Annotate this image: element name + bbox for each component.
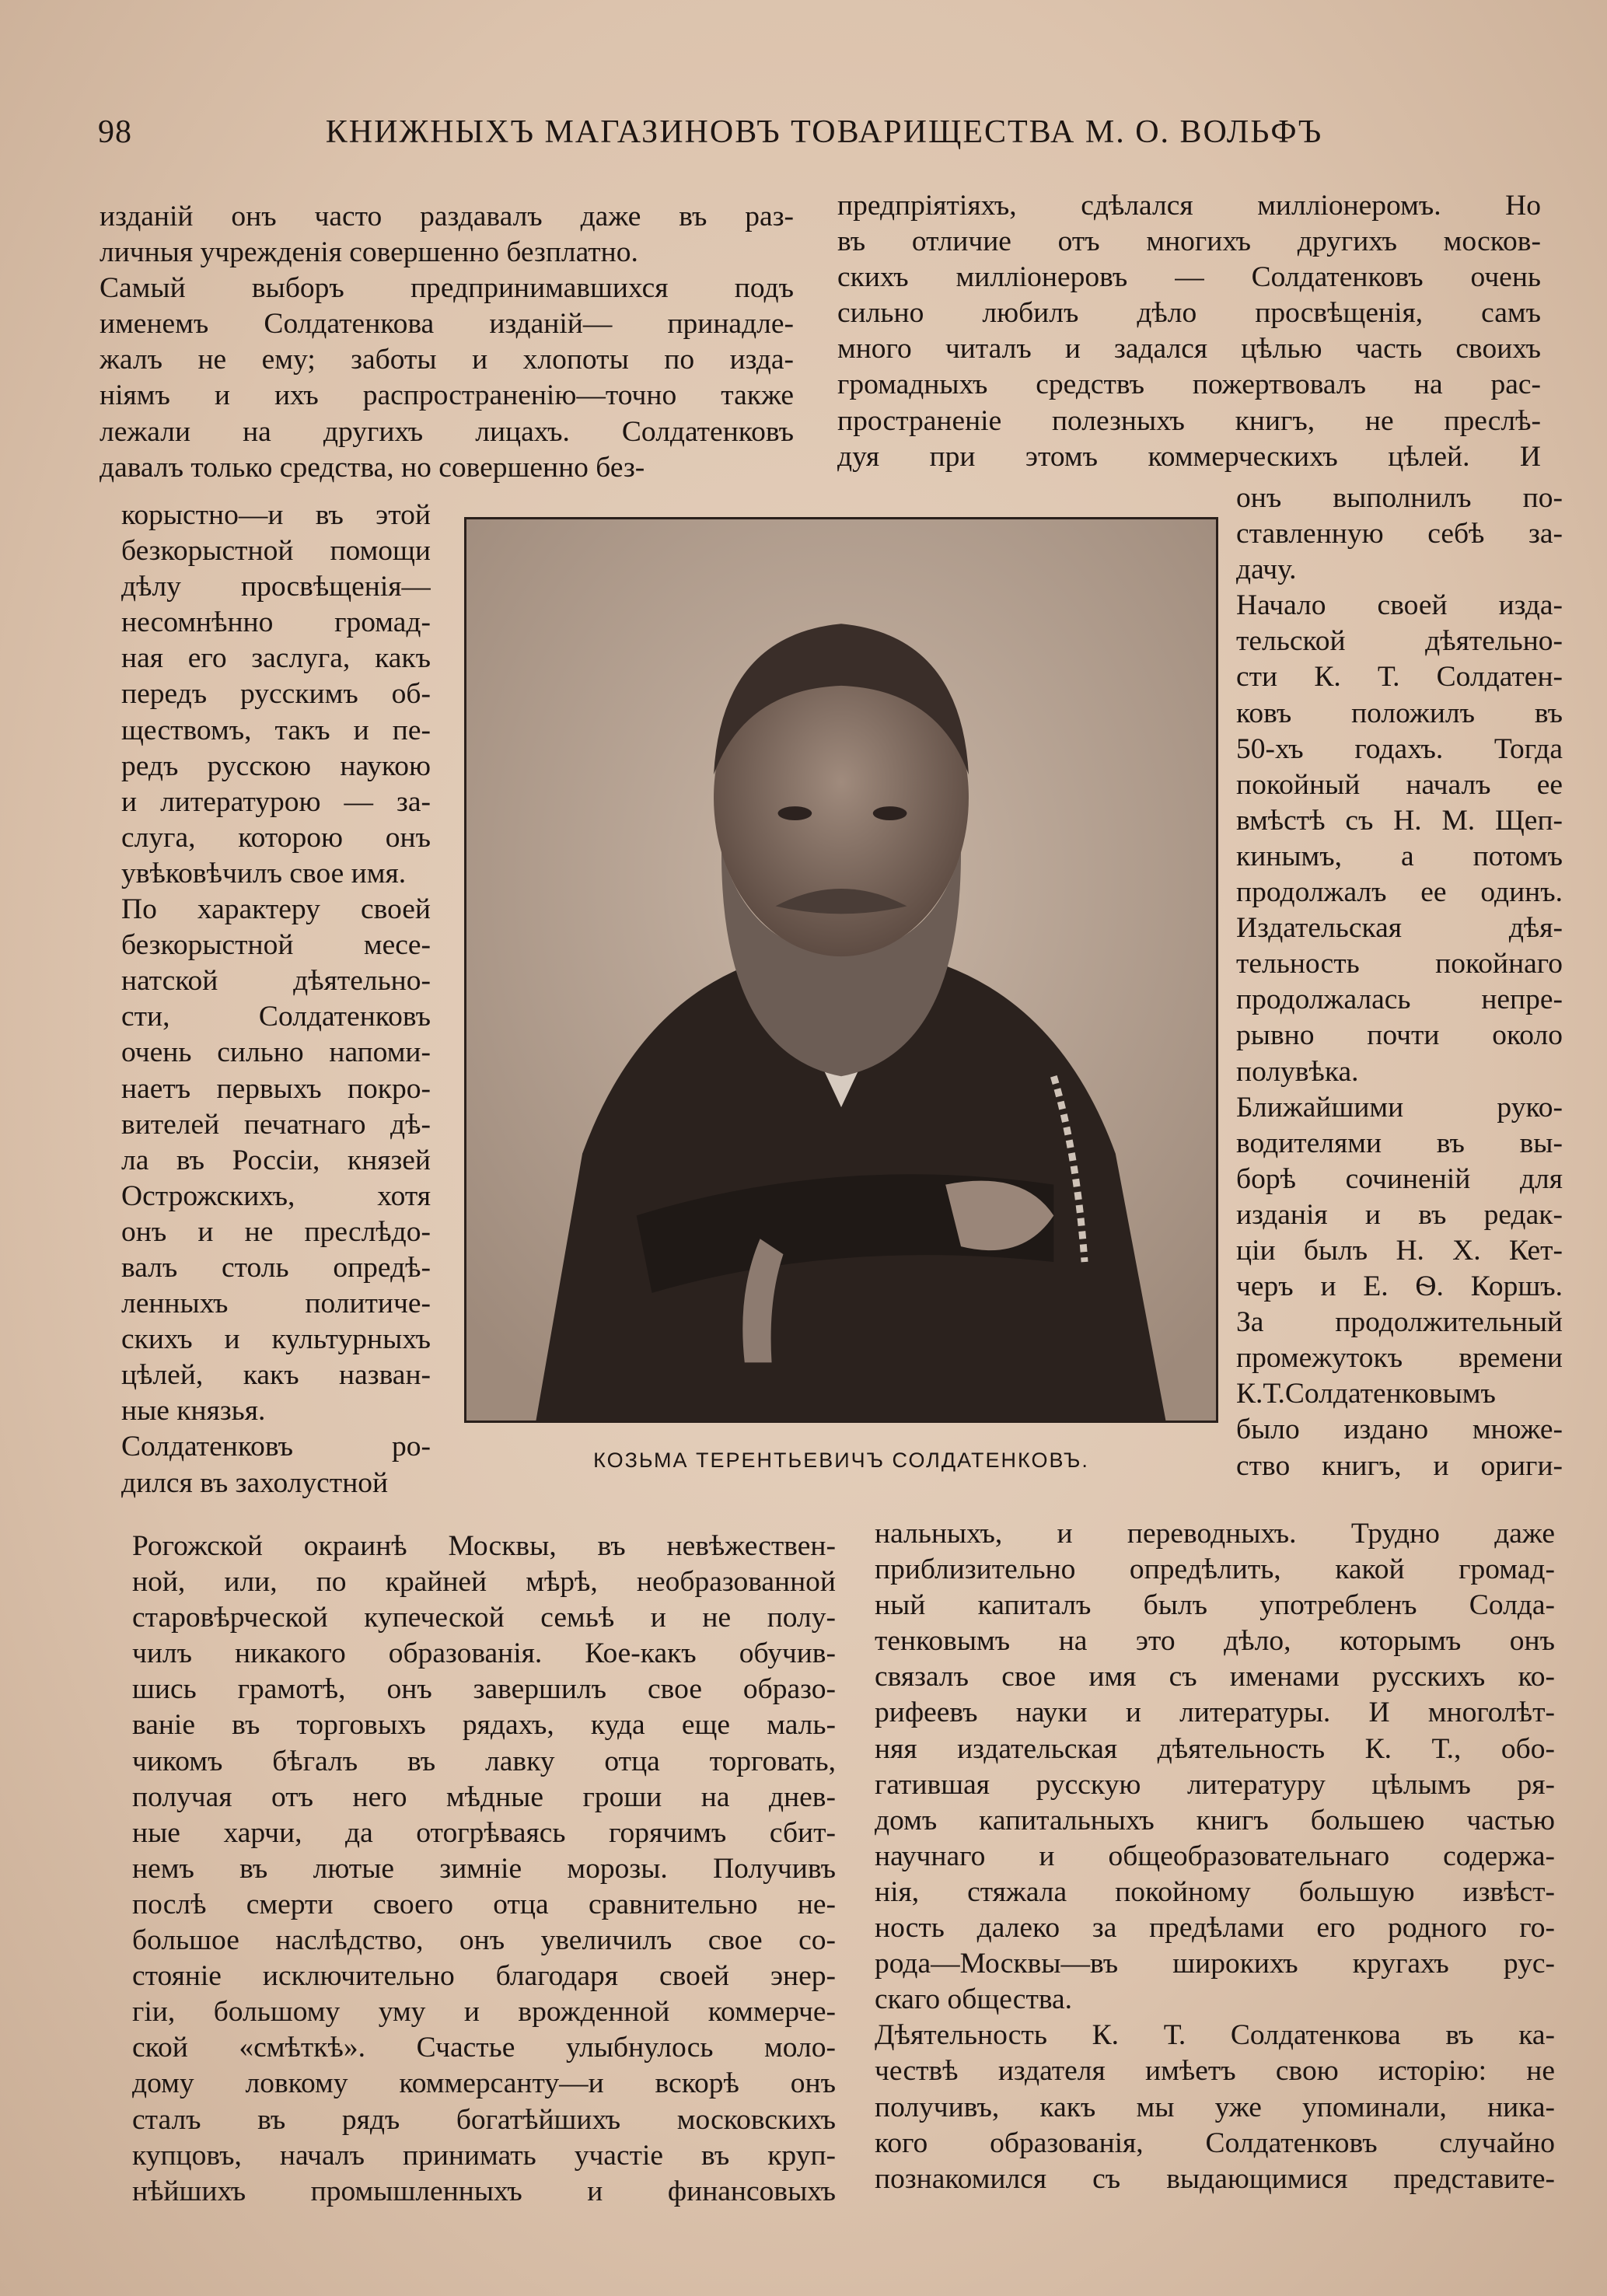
text-line: ковъ положилъ въ	[1236, 697, 1563, 729]
text-line: послѣ смерти своего отца сравнительно не-	[132, 1888, 836, 1920]
text-line: связалъ свое имя съ именами русскихъ ко-	[875, 1661, 1555, 1693]
text-line: ство книгъ, и ориги-	[1236, 1449, 1563, 1482]
text-line: громадныхъ средствъ пожертвовалъ на рас-	[837, 369, 1541, 401]
text-line: купцовъ, началъ принимать участіе въ круп-	[132, 2139, 836, 2172]
text-line: безкорыстной помощи	[121, 535, 431, 568]
text-line: сти К. Т. Солдатен-	[1236, 661, 1563, 694]
text-line: въ отличие отъ многихъ другихъ москов-	[837, 225, 1541, 258]
text-line: слуга, которою онъ	[121, 821, 431, 854]
text-line: дому ловкому коммерсанту—и вскорѣ онъ	[132, 2067, 836, 2100]
text-line: гіи, большому уму и врожденной коммерче-	[132, 1996, 836, 2029]
text-line: ской «смѣткѣ». Счастье улыбнулось моло-	[132, 2032, 836, 2064]
text-line: ставленную себѣ за-	[1236, 518, 1563, 550]
text-line: сти, Солдатенковъ	[121, 1001, 431, 1033]
text-line: тельской дѣятельно-	[1236, 625, 1563, 658]
text-line: ная его заслуга, какъ	[121, 642, 431, 675]
text-line: именемъ Солдатенкова изданій— принадле-	[100, 308, 794, 341]
text-line: Дѣятельность К. Т. Солдатенкова въ ка-	[875, 2019, 1555, 2052]
text-line: стояніе исключительно благодаря своей энер-	[132, 1960, 836, 1993]
text-line: ные харчи, да отогрѣваясь горячимъ сбит-	[132, 1816, 836, 1849]
text-line: дачу.	[1236, 554, 1297, 586]
text-line: ціи былъ Н. Х. Кет-	[1236, 1234, 1563, 1267]
text-line: дуя при этомъ коммерческихъ цѣлей. И	[837, 440, 1541, 473]
text-line: передъ русскимъ об-	[121, 678, 431, 711]
text-line: вителей печатнаго дѣ-	[121, 1108, 431, 1141]
text-line: кинымъ, а потомъ	[1236, 840, 1563, 872]
text-line: По характеру своей	[121, 893, 431, 926]
text-line: ной, или, по крайней мѣрѣ, необразованной	[132, 1566, 836, 1599]
text-block-left-narrow	[121, 498, 431, 1501]
text-line: ный капиталъ былъ употребленъ Солда-	[875, 1589, 1555, 1622]
text-line: сильно любилъ дѣло просвѣщенія, самъ	[837, 297, 1541, 330]
portrait-caption: КОЗЬМА ТЕРЕНТЬЕВИЧЪ СОЛДАТЕНКОВЪ.	[593, 1449, 1089, 1472]
text-line: 50-хъ годахъ. Тогда	[1236, 732, 1563, 765]
text-line: сталъ въ рядъ богатѣйшихъ московскихъ	[132, 2103, 836, 2136]
page-number: 98	[98, 114, 132, 150]
text-line: продолжалъ ее одинъ.	[1236, 876, 1563, 909]
text-line: жалъ не ему; заботы и хлопоты по изда-	[100, 344, 794, 376]
text-line: приблизительно опредѣлить, какой громад-	[875, 1553, 1555, 1586]
text-line: старовѣрческой купеческой семьѣ и не полу-	[132, 1602, 836, 1634]
text-line: давалъ только средства, но совершенно без-	[100, 451, 645, 484]
text-line: дѣлу просвѣщенія—	[121, 571, 431, 603]
text-line: черъ и Е. Ѳ. Коршъ.	[1236, 1270, 1563, 1303]
text-line: наетъ первыхъ покро-	[121, 1072, 431, 1105]
text-line: скаго общества.	[875, 1983, 1073, 2016]
text-line: нія, стяжала покойному большую извѣст-	[875, 1875, 1555, 1908]
text-block-left-bottom	[132, 1529, 836, 2210]
text-line: Рогожской окраинѣ Москвы, въ невѣжествен-	[132, 1530, 836, 1562]
text-line: много читалъ и задался цѣлью часть своихъ	[837, 333, 1541, 365]
text-line: валъ столь опредѣ-	[121, 1251, 431, 1284]
text-line: немъ въ лютые зимніе морозы. Получивъ	[132, 1852, 836, 1885]
running-title: КНИЖНЫХЪ МАГАЗИНОВЪ ТОВАРИЩЕСТВА М. О. ВОЛЬФЪ	[325, 114, 1323, 150]
text-line: чествѣ издателя имѣетъ свою исторію: не	[875, 2055, 1555, 2088]
text-line: корыстно—и въ этой	[121, 499, 431, 531]
text-line: скихъ милліонеровъ — Солдатенковъ очень	[837, 261, 1541, 294]
text-line: дился въ захолустной	[121, 1466, 389, 1499]
text-line: цѣлей, какъ назван-	[121, 1359, 431, 1392]
text-line: предпріятіяхъ, сдѣлался милліонеромъ. Но	[837, 190, 1541, 222]
text-line: покойный началъ ее	[1236, 768, 1563, 801]
text-line: изданій онъ часто раздавалъ даже въ раз-	[100, 201, 794, 232]
text-line: чилъ никакого образованія. Кое-какъ обучив-	[132, 1637, 836, 1670]
text-line: няя издательская дѣятельность К. Т., обо-	[875, 1732, 1555, 1765]
text-block-right-top	[837, 188, 1541, 475]
text-block-left-top	[100, 199, 794, 486]
text-line: ніямъ и ихъ распространенію—точно также	[100, 379, 794, 412]
text-line: полувѣка.	[1236, 1055, 1359, 1088]
text-line: рода—Москвы—въ широкихъ кругахъ рус-	[875, 1948, 1555, 1980]
text-line: получивъ, какъ мы уже упоминали, ника-	[875, 2091, 1555, 2123]
text-line: Острожскихъ, хотя	[121, 1179, 431, 1212]
text-line: домъ капитальныхъ книгъ большею частью	[875, 1804, 1555, 1836]
text-line: ществомъ, такъ и пе-	[121, 714, 431, 746]
text-line: промежутокъ времени	[1236, 1342, 1563, 1375]
text-line: увѣковѣчилъ свое имя.	[121, 857, 407, 889]
text-line: научнаго и общеобразовательнаго содержа-	[875, 1840, 1555, 1872]
text-line: было издано множе-	[1236, 1414, 1563, 1446]
text-line: К.Т.Солдатенковымъ	[1236, 1378, 1496, 1410]
text-line: безкорыстной мece-	[121, 929, 431, 962]
portrait-photo	[464, 517, 1218, 1423]
text-line: тенковымъ на это дѣло, которымъ онъ	[875, 1625, 1555, 1658]
text-line: Начало своей изда-	[1236, 589, 1563, 622]
text-line: познакомился съ выдающимися представите-	[875, 2162, 1555, 2195]
text-line: редъ русскою наукою	[121, 750, 431, 782]
text-line: ность далеко за предѣлами его родного го-	[875, 1912, 1555, 1945]
text-line: тельность покойнаго	[1236, 948, 1563, 980]
text-line: изданія и въ редак-	[1236, 1198, 1563, 1231]
text-line: продолжалась непре-	[1236, 984, 1563, 1016]
text-line: скихъ и культурныхъ	[121, 1323, 431, 1356]
text-line: Самый выборъ предпринимавшихся подъ	[100, 272, 794, 305]
text-line: ваніе въ торговыхъ рядахъ, куда еще маль-	[132, 1709, 836, 1742]
text-line: лежали на другихъ лицахъ. Солдатенковъ	[100, 415, 794, 448]
text-line: рывно почти около	[1236, 1019, 1563, 1052]
text-line: За продолжительный	[1236, 1306, 1563, 1339]
text-line: очень сильно напоми-	[121, 1036, 431, 1069]
text-line: вмѣстѣ съ Н. М. Щеп-	[1236, 804, 1563, 837]
text-line: Ближайшими руко-	[1236, 1091, 1563, 1124]
text-line: и литературою — за-	[121, 785, 431, 818]
text-line: несомнѣнно громад-	[121, 606, 431, 639]
text-line: личныя учрежденія совершенно безплатно.	[100, 236, 638, 269]
text-line: водителями въ вы-	[1236, 1127, 1563, 1159]
text-line: рифеевъ науки и литературы. И многолѣт-	[875, 1697, 1555, 1729]
text-line: натской дѣятельно-	[121, 965, 431, 998]
text-block-right-bottom	[875, 1516, 1555, 2197]
text-line: нѣйшихъ промышленныхъ и финансовыхъ	[132, 2175, 836, 2207]
text-line: большое наслѣдство, онъ увеличилъ свое со-	[132, 1924, 836, 1957]
text-line: Солдатенковъ ро-	[121, 1431, 431, 1463]
text-line: нальныхъ, и переводныхъ. Трудно даже	[875, 1518, 1555, 1550]
text-line: получая отъ него мѣдные гроши на днев-	[132, 1781, 836, 1813]
text-line: шись грамотѣ, онъ завершилъ свое образо-	[132, 1673, 836, 1706]
text-line: борѣ сочиненій для	[1236, 1162, 1563, 1195]
text-line: ные князья.	[121, 1395, 266, 1428]
text-line: гатившая русскую литературу цѣлымъ ря-	[875, 1768, 1555, 1801]
text-line: кого образованія, Солдатенковъ случайно	[875, 2127, 1555, 2159]
portrait-figure-icon	[466, 519, 1216, 1421]
text-line: онъ выполнилъ по-	[1236, 482, 1563, 514]
text-line: ла въ Россіи, князей	[121, 1144, 431, 1176]
text-line: Издательская дѣя-	[1236, 912, 1563, 945]
text-line: ленныхъ политиче-	[121, 1288, 431, 1320]
text-block-right-narrow	[1236, 481, 1563, 1484]
text-line: чикомъ бѣгалъ въ лавку отца торговать,	[132, 1745, 836, 1777]
text-line: онъ и не преслѣдо-	[121, 1215, 431, 1248]
text-line: пространеніе полезныхъ книгъ, не преслѣ-	[837, 404, 1541, 437]
